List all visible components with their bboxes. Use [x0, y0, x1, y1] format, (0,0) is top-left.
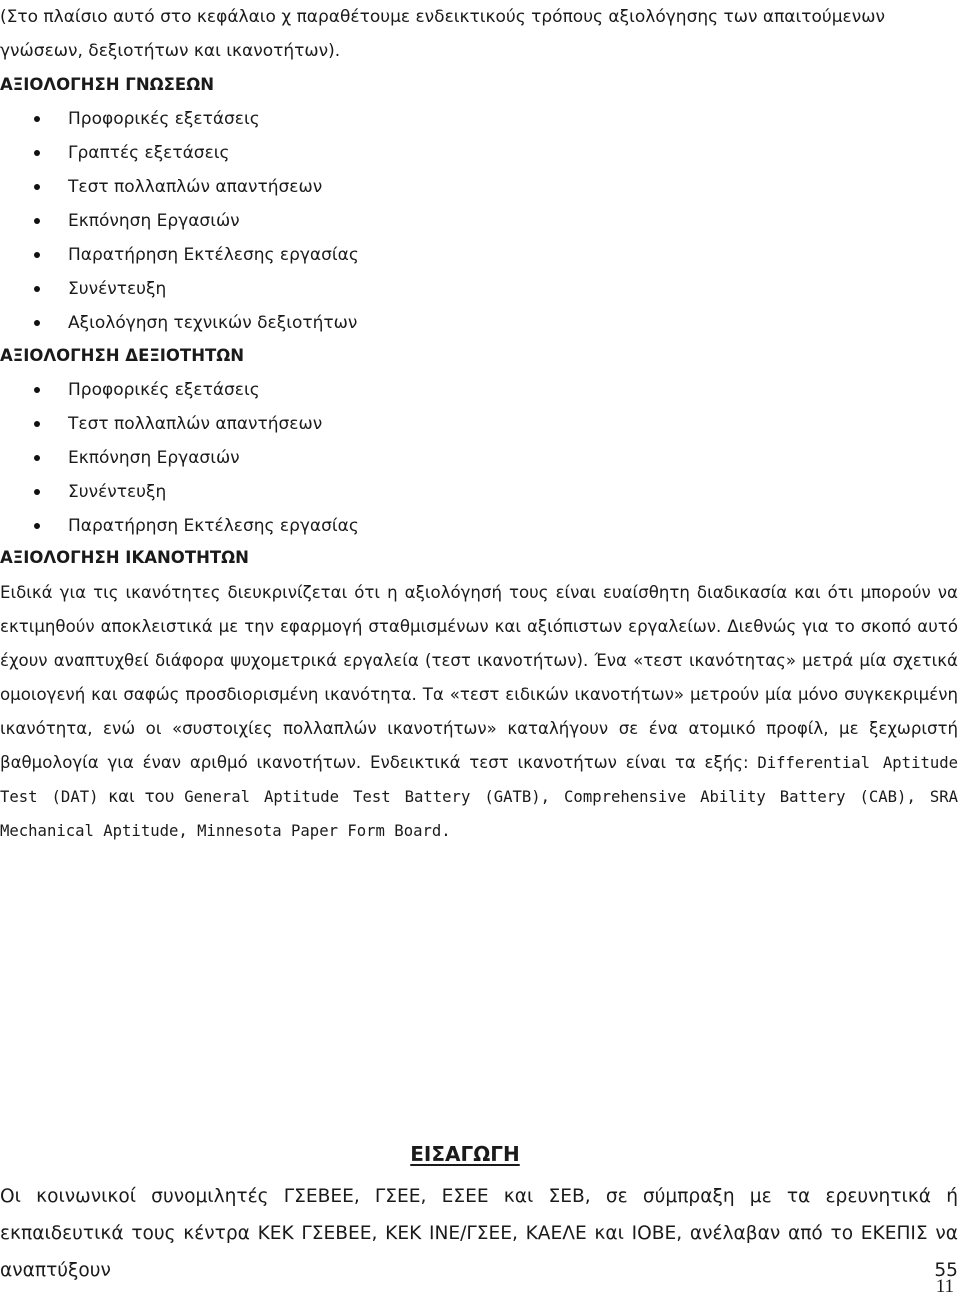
bullet-icon [34, 320, 40, 326]
list-item: Αξιολόγηση τεχνικών δεξιοτήτων [0, 306, 359, 340]
knowledge-assessment-heading: ΑΞΙΟΛΟΓΗΣΗ ΓΝΩΣΕΩΝ [0, 75, 215, 94]
bullet-icon [34, 184, 40, 190]
abilities-text: Ειδικά για τις ικανότητες διευκρινίζεται ότι η αξιολόγησή τους είναι ευαίσθητη διαδικασία και ότι μπορούν να εκτιμηθούν αποκλειστικά με την εφαρμογή σταθμισμένων και αξιόπιστων εργαλείων. Διεθνώς για το σκοπό αυτό έχουν αναπτυχθεί διάφορα ψυχομετρικά εργαλεία (τεστ ικανοτήτων). Ένα «τεστ ικανότητας» μετρά μία σχετικά ομοιογενή και σαφώς προσδιορισμένη ικανότητα. Τα «τεστ ειδικών ικανοτήτων» μετρούν μία μόνο συγκεκριμένη ικανότητα, ενώ οι «συστοιχίες πολλαπλών ικανοτήτων» καταλήγουν σε ένα ατομικό προφίλ, με ξεχωριστή βαθμολογία για έναν αριθμό ικανοτήτων. Ενδεικτικά τεστ ικανοτήτων είναι τα εξής: [0, 583, 958, 772]
list-item: Γραπτές εξετάσεις [0, 136, 359, 170]
bullet-icon [34, 218, 40, 224]
test-names-list: General Aptitude Test Battery (GATB), Comprehensive Ability Battery (CAB), SRA Mechanical Aptitude, Minnesota Paper Form Board. [0, 788, 958, 840]
skills-assessment-list [0, 373, 359, 543]
list-item: Παρατήρηση Εκτέλεσης εργασίας [0, 238, 359, 272]
list-item: Παρατήρηση Εκτέλεσης εργασίας [0, 509, 359, 543]
list-item: Συνέντευξη [0, 272, 359, 306]
list-item: Τεστ πολλαπλών απαντήσεων [0, 170, 359, 204]
test-name-dat: Differential Aptitude Test (DAT) [0, 754, 959, 806]
list-item: Τεστ πολλαπλών απαντήσεων [0, 407, 359, 441]
skills-assessment-heading: ΑΞΙΟΛΟΓΗΣΗ ΔΕΞΙΟΤΗΤΩΝ [0, 346, 245, 365]
bullet-icon [34, 387, 40, 393]
bullet-icon [34, 523, 40, 529]
list-item: Εκπόνηση Εργασιών [0, 441, 359, 475]
connector-text: και του [108, 787, 175, 806]
introduction-title: ΕΙΣΑΓΩΓΗ [410, 1142, 520, 1166]
knowledge-assessment-list [0, 102, 359, 340]
bullet-icon [34, 150, 40, 156]
list-item: Εκπόνηση Εργασιών [0, 204, 359, 238]
page-number: 11 [935, 1276, 954, 1297]
introduction-paragraph: Οι κοινωνικοί συνομιλητές ΓΣΕΒΕΕ, ΓΣΕΕ, ΕΣΕΕ και ΣΕΒ, σε σύμπραξη με τα ερευνητικά ή εκπαιδευτικά τους κέντρα ΚΕΚ ΓΣΕΒΕΕ, ΚΕΚ ΙΝΕ/ΓΣΕΕ, ΚΑΕΛΕ και ΙΟΒΕ, ανέλαβαν από το ΕΚΕΠΙΣ να αναπτύξουν 55 [0, 1186, 958, 1281]
list-item: Προφορικές εξετάσεις [0, 373, 359, 407]
bullet-icon [34, 421, 40, 427]
list-item: Συνέντευξη [0, 475, 359, 509]
intro-paragraph: (Στο πλαίσιο αυτό στο κεφάλαιο χ παραθέτουμε ενδεικτικούς τρόπους αξιολόγησης των απαιτούμενων γνώσεων, δεξιοτήτων και ικανοτήτων). [0, 7, 885, 61]
bullet-icon [34, 455, 40, 461]
abilities-assessment-heading: ΑΞΙΟΛΟΓΗΣΗ ΙΚΑΝΟΤΗΤΩΝ [0, 548, 249, 567]
bullet-icon [34, 286, 40, 292]
bullet-icon [34, 252, 40, 258]
bullet-icon [34, 116, 40, 122]
list-item: Προφορικές εξετάσεις [0, 102, 359, 136]
bullet-icon [34, 489, 40, 495]
abilities-paragraph [0, 576, 958, 848]
